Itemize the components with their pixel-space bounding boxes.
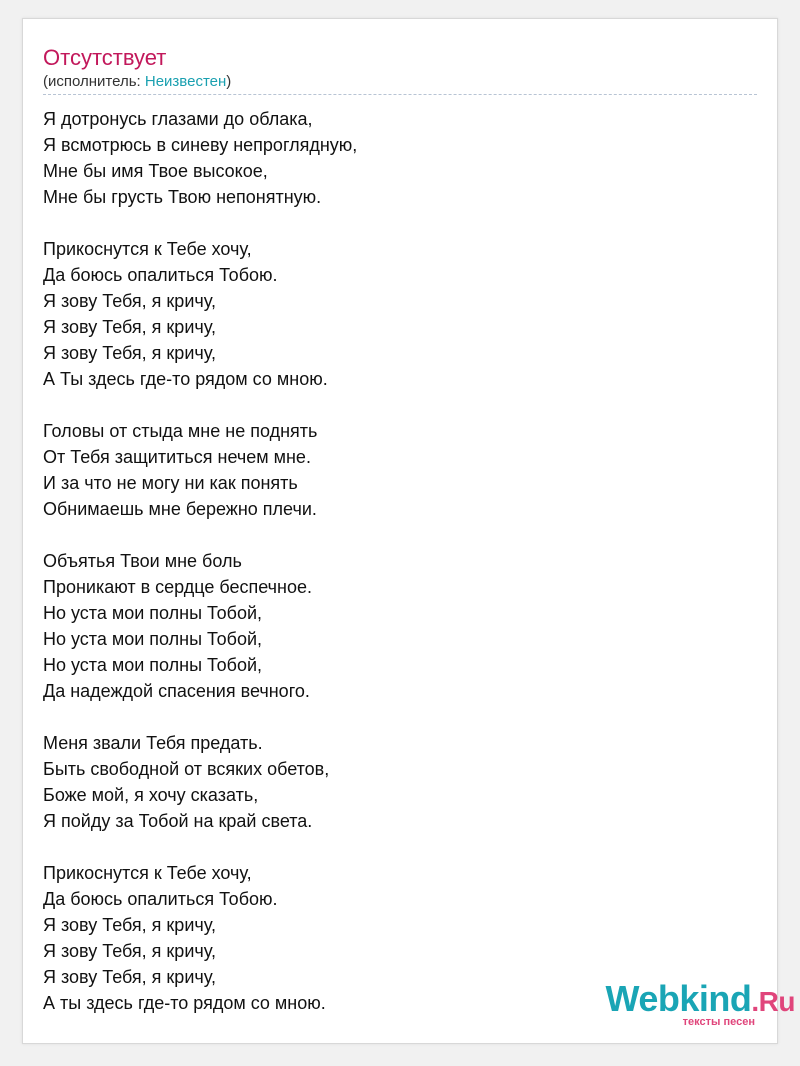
lyrics-card <box>22 18 778 1044</box>
lyric-line: И за что не могу ни как понять <box>43 473 298 493</box>
lyric-line: Я зову Тебя, я кричу, <box>43 941 216 961</box>
lyric-line: А ты здесь где-то рядом со мною. <box>43 993 326 1013</box>
lyric-line: Я зову Тебя, я кричу, <box>43 967 216 987</box>
lyric-line: Боже мой, я хочу сказать, <box>43 785 259 805</box>
lyric-line: Да боюсь опалиться Тобою. <box>43 889 278 909</box>
lyric-line: Да боюсь опалиться Тобою. <box>43 265 278 285</box>
lyric-line: Быть свободной от всяких обетов, <box>43 759 330 779</box>
artist-prefix: (исполнитель: <box>43 73 145 90</box>
lyric-line: Но уста мои полны Тобой, <box>43 629 263 649</box>
song-title: Отсутствует <box>43 45 167 70</box>
lyric-line: Я дотронусь глазами до облака, <box>43 109 313 129</box>
lyric-line: Мне бы имя Твое высокое, <box>43 161 268 181</box>
lyric-line: Я зову Тебя, я кричу, <box>43 343 216 363</box>
lyric-line: От Тебя защититься нечем мне. <box>43 447 311 467</box>
lyric-line: Объятья Твои мне боль <box>43 551 242 571</box>
lyric-line: А Ты здесь где-то рядом со мною. <box>43 369 328 389</box>
lyric-line: Но уста мои полны Тобой, <box>43 655 263 675</box>
stanza-gap <box>43 210 357 236</box>
stanza-gap <box>43 704 357 730</box>
stanza-gap <box>43 834 357 860</box>
lyric-line: Обнимаешь мне бережно плечи. <box>43 499 317 519</box>
site-logo <box>595 978 795 1028</box>
lyric-line: Я зову Тебя, я кричу, <box>43 291 216 311</box>
artist-line <box>43 73 231 91</box>
lyric-line: Да надеждой спасения вечного. <box>43 681 310 701</box>
lyric-line: Прикоснутся к Тебе хочу, <box>43 863 252 883</box>
lyric-line: Прикоснутся к Тебе хочу, <box>43 239 252 259</box>
lyrics-body <box>43 106 357 1016</box>
lyric-line: Я пойду за Тобой на край света. <box>43 811 313 831</box>
logo-tagline: тексты песен <box>682 1016 755 1028</box>
lyric-line: Я всмотрюсь в синеву непроглядную, <box>43 135 358 155</box>
lyric-line: Но уста мои полны Тобой, <box>43 603 263 623</box>
lyric-line: Я зову Тебя, я кричу, <box>43 915 216 935</box>
logo-name: Webkind <box>605 978 752 1019</box>
stanza-gap <box>43 392 357 418</box>
lyric-line: Головы от стыда мне не поднять <box>43 421 318 441</box>
logo-tld: .Ru <box>751 986 795 1017</box>
stanza-gap <box>43 522 357 548</box>
lyric-line: Мне бы грусть Твою непонятную. <box>43 187 322 207</box>
lyric-line: Проникают в сердце беспечное. <box>43 577 312 597</box>
artist-link[interactable]: Неизвестен <box>144 73 227 90</box>
lyric-line: Я зову Тебя, я кричу, <box>43 317 216 337</box>
divider <box>43 94 757 95</box>
lyric-line: Меня звали Тебя предать. <box>43 733 263 753</box>
artist-suffix: ) <box>226 73 232 90</box>
